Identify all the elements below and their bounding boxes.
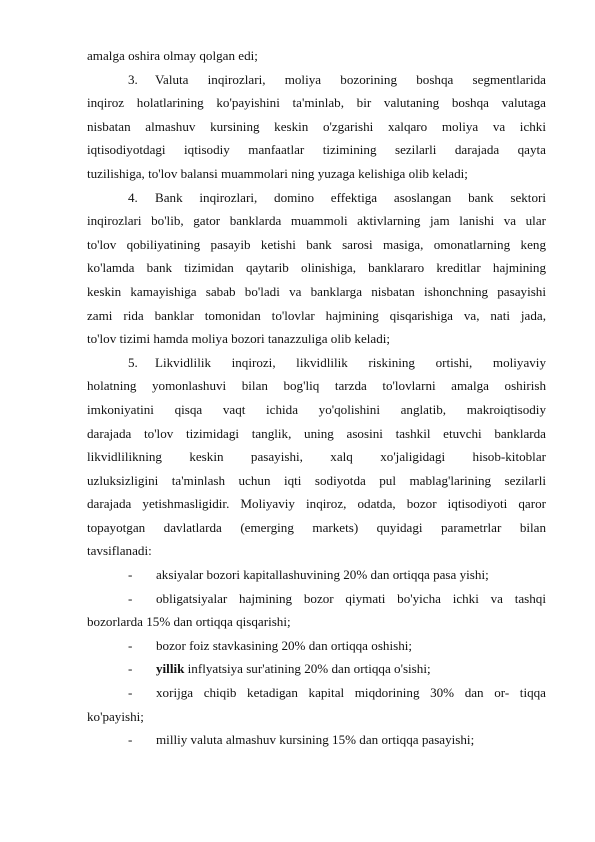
numbered-item-4 <box>87 186 546 210</box>
text-line: inqirozlari bo'lib, gator banklarda muammoli aktivlarning jam lanishi va ular <box>87 213 546 229</box>
dash-marker: - <box>128 590 133 606</box>
dash-list-item <box>87 563 546 587</box>
dash-list-item <box>87 728 546 752</box>
item-number: 4. <box>128 189 138 205</box>
item-number: 5. <box>128 354 138 370</box>
bold-word: yillik <box>156 661 185 677</box>
document-page <box>87 44 546 752</box>
text-line: darajada to'lov tizimidagi tanglik, uning asosini tashkil etuvchi banklarda <box>87 425 546 441</box>
text-line: keskin kamayishiga sabab bo'ladi va banklarga nisbatan ishonchning pasayishi <box>87 283 546 299</box>
dash-marker: - <box>128 685 133 701</box>
text-line: iqtisodiyotdagi iqtisodiy manfaatlar tizimining sezilarli darajada qayta <box>87 142 546 158</box>
list-item-text: milliy valuta almashuv kursining 15% dan ortiqqa pasayishi; <box>156 732 475 748</box>
text-line: to'lov qobiliyatining pasayib ketishi bank sarosi masiga, omonatlarning keng <box>87 236 546 252</box>
list-item-text: obligatsiyalar hajmining bozor qiymati bo'yicha ichki va tashqi <box>156 590 546 606</box>
numbered-item-3 <box>87 68 546 92</box>
text-line: to'lov tizimi hamda moliya bozori tanazzuliga olib keladi; <box>87 331 391 347</box>
numbered-item-5 <box>87 351 546 375</box>
dash-marker: - <box>128 567 133 583</box>
dash-list-item <box>87 657 546 681</box>
text-line: amalga oshira olmay qolgan edi; <box>87 48 258 63</box>
dash-marker: - <box>128 732 133 748</box>
text-line: bozorlarda 15% dan ortiqqa qisqarishi; <box>87 614 291 630</box>
text-line: tavsiflanadi: <box>87 543 152 559</box>
text-line: tuzilishiga, to'lov balansi muammolari ning yuzaga kelishiga olib keladi; <box>87 165 468 181</box>
dash-list-item <box>87 681 546 705</box>
text-line: inqiroz holatlarining ko'payishini ta'minlab, bir valutaning boshqa valutaga <box>87 95 546 111</box>
text-line: uzluksizligini ta'minlash uchun iqti sodiyotda pul mablag'larining sezilarli <box>87 472 546 488</box>
text-line: topayotgan davlatlarda (emerging markets) quyidagi parametrlar bilan <box>87 519 546 535</box>
text-line: imkoniyatini qisqa vaqt ichida yo'qolishini anglatib, makroiqtisodiy <box>87 401 546 417</box>
dash-marker: - <box>128 637 133 653</box>
item-text: Valuta inqirozlari, moliya bozorining boshqa segmentlarida <box>155 71 546 87</box>
dash-marker: - <box>128 661 133 677</box>
text-line: holatning yomonlashuvi bilan bog'liq tarzda to'lovlarni amalga oshirish <box>87 378 546 394</box>
item-number: 3. <box>128 71 138 87</box>
list-item-text: xorijga chiqib ketadigan kapital miqdorining 30% dan or- tiqqa <box>156 685 546 701</box>
list-item-text: bozor foiz stavkasining 20% dan ortiqqa oshishi; <box>156 637 413 653</box>
item-text: Likvidlilik inqirozi, likvidlilik riskining ortishi, moliyaviy <box>155 354 546 370</box>
list-item-text: aksiyalar bozori kapitallashuvining 20% dan ortiqqa pasa yishi; <box>156 567 489 583</box>
text-line: ko'payishi; <box>87 708 144 724</box>
text-line: nisbatan almashuv kursining keskin o'zgarishi xalqaro moliya va ichki <box>87 118 546 134</box>
text-line: darajada yetishmasligidir. Moliyaviy inqiroz, odatda, bozor iqtisodiyoti qaror <box>87 496 546 512</box>
item-text: Bank inqirozlari, domino effektiga asoslangan bank sektori <box>155 189 546 205</box>
list-item-text: inflyatsiya sur'atining 20% dan ortiqqa o'sishi; <box>187 661 431 677</box>
text-line: ko'lamda bank tizimidan qaytarib olinishiga, banklararo kreditlar hajmining <box>87 260 546 276</box>
dash-list-item <box>87 587 546 611</box>
text-line: likvidlilikning keskin pasayishi, xalq xo'jaligidagi hisob-kitoblar <box>87 449 546 465</box>
dash-list-item <box>87 634 546 658</box>
text-line: zami rida banklar tomonidan to'lovlar hajmining qisqarishiga va, nati jada, <box>87 307 546 323</box>
